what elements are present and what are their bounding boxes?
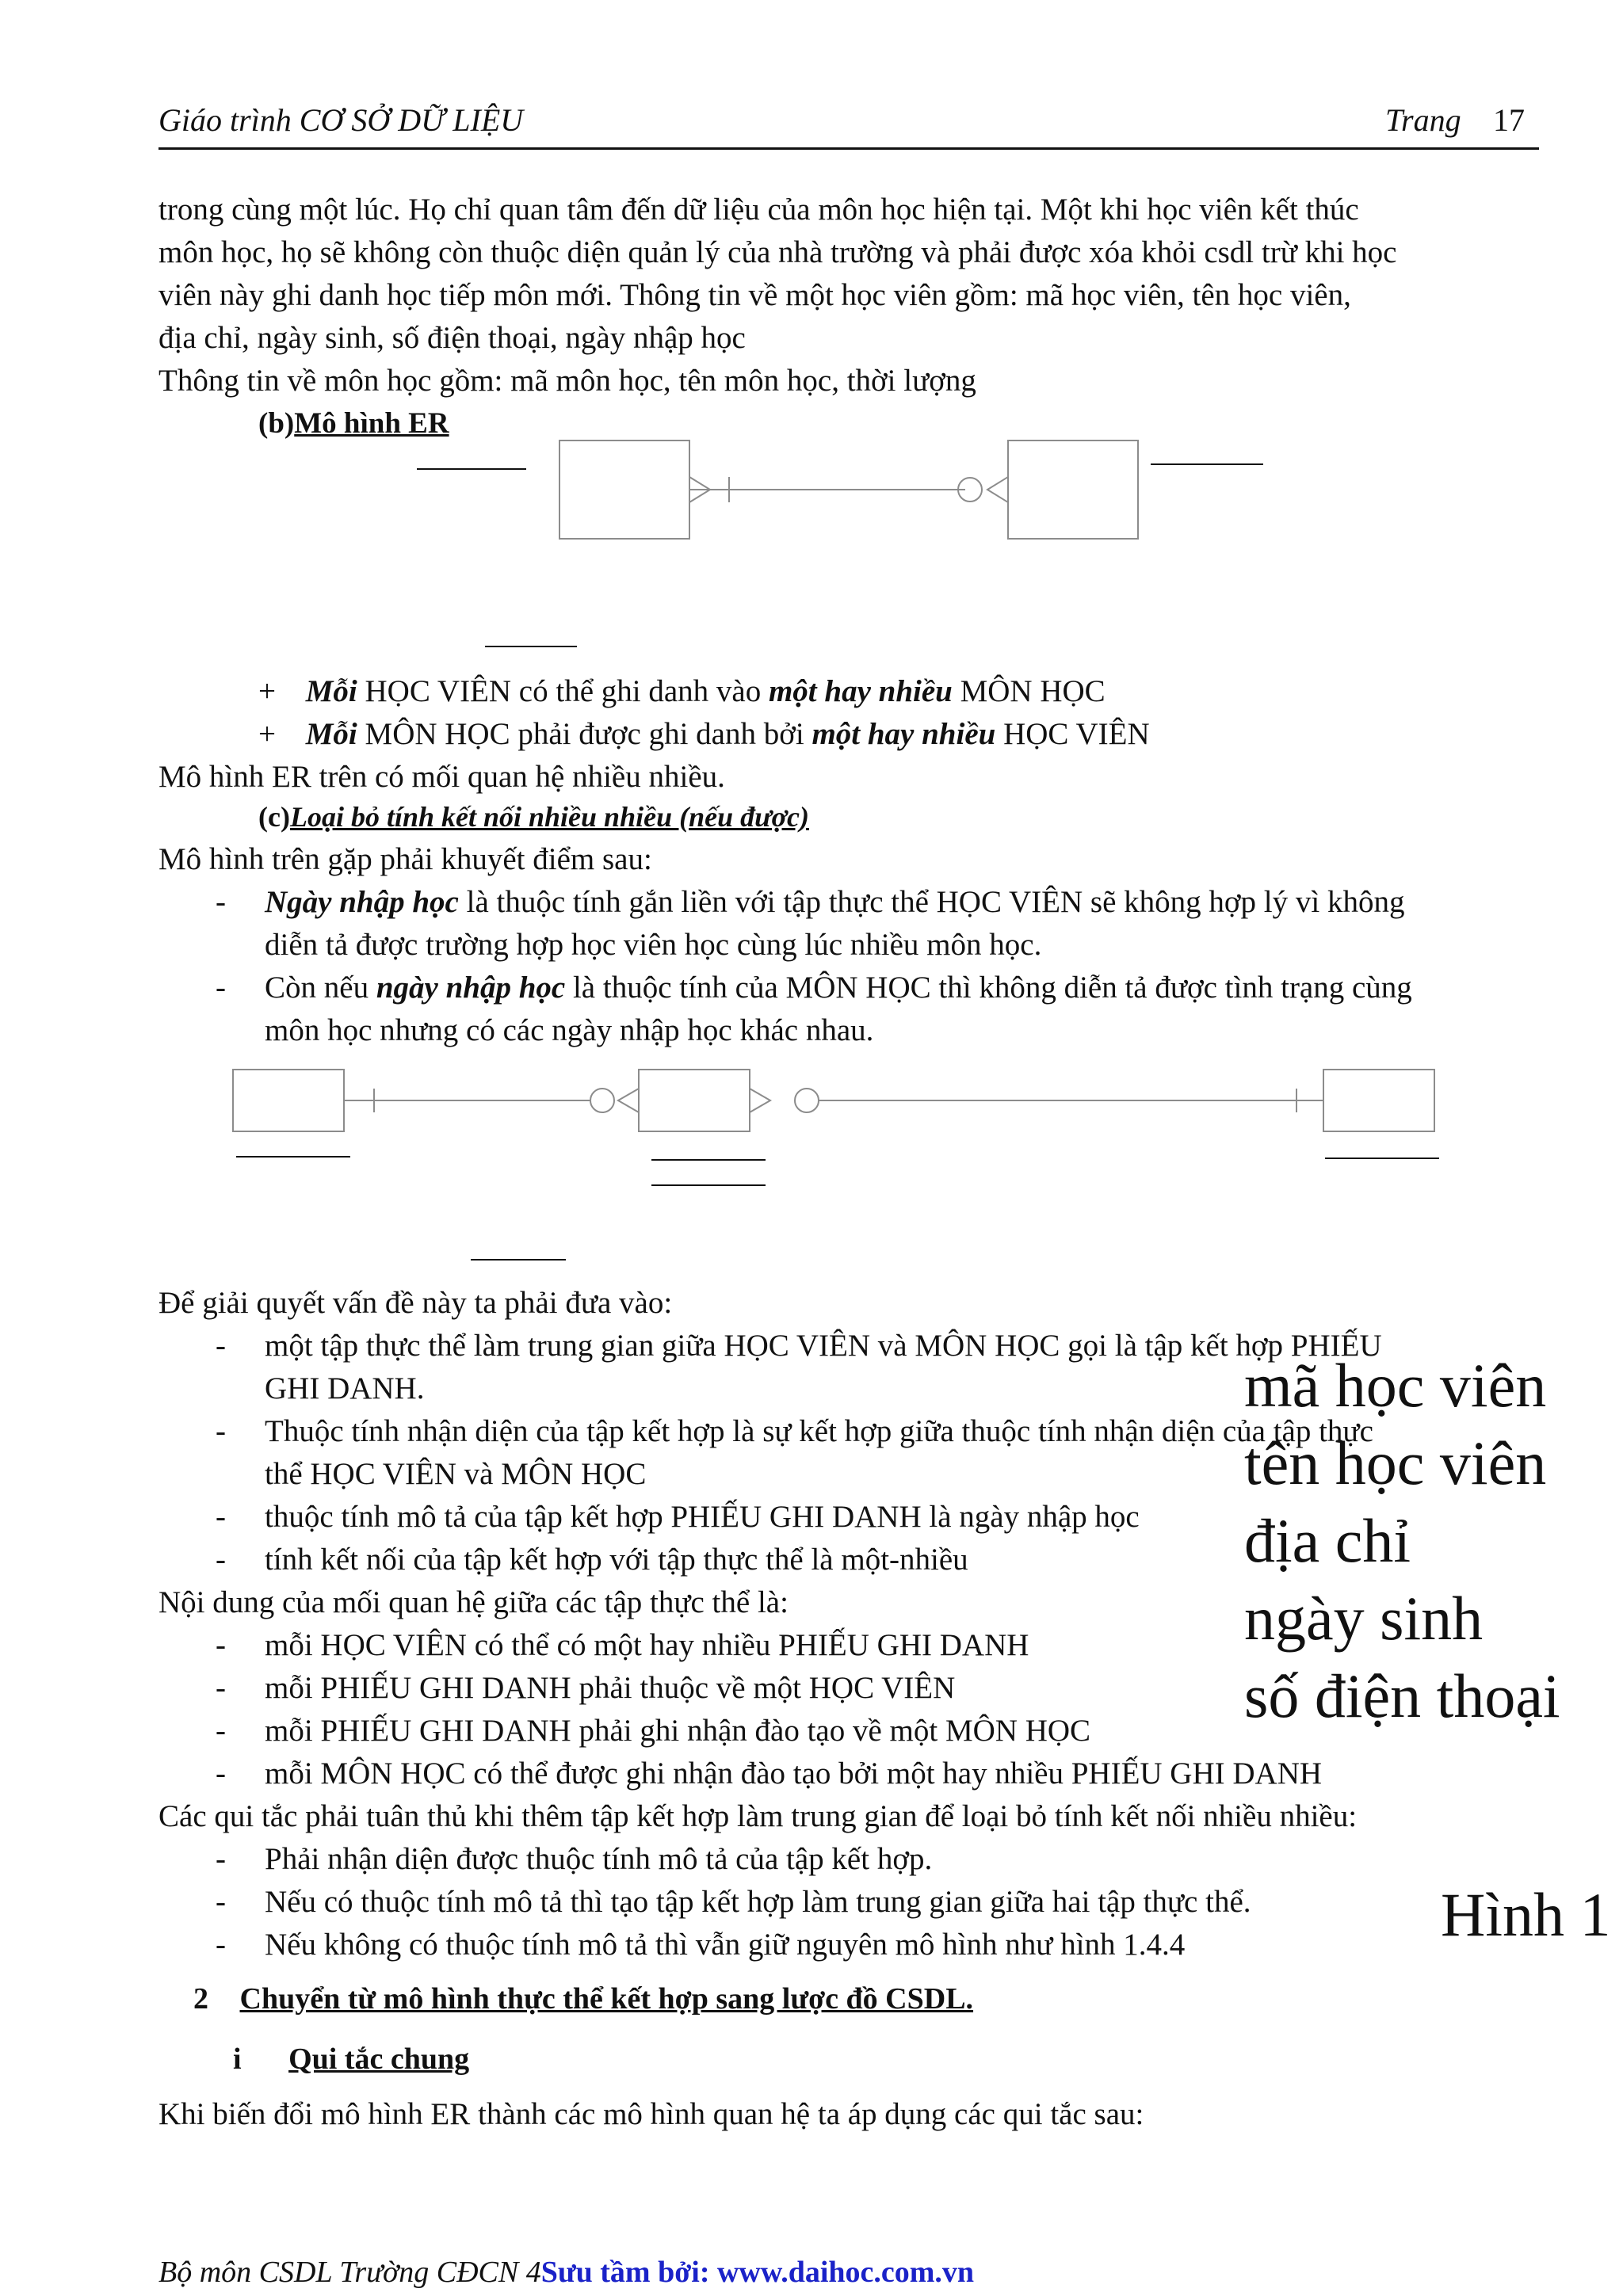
rule-text: HỌC VIÊN: [995, 717, 1150, 751]
list-item: Thuộc tính nhận diện của tập kết hợp là sự kết hợp giữa thuộc tính nhận diện của tập thực: [265, 1414, 1373, 1448]
section-c-heading: [258, 795, 809, 838]
list-item: mỗi MÔN HỌC có thể được ghi nhận đào tạo bởi một hay nhiều PHIẾU GHI DANH: [265, 1756, 1323, 1791]
er-diagram-associative: [0, 1030, 1623, 1283]
defect-text: là thuộc tính gắn liền với tập thực thể HỌC VIÊN sẽ không hợp lý vì không: [458, 885, 1405, 919]
overlay-attribute: tên học viên: [1244, 1428, 1547, 1497]
list-dash: -: [216, 1414, 226, 1448]
header-page-label: Trang: [1385, 102, 1461, 138]
list-dash: -: [216, 1671, 226, 1705]
entity-box-hoc-vien: [559, 441, 689, 539]
footer: [158, 2255, 974, 2290]
list-item: tính kết nối của tập kết hợp với tập thực thể là một-nhiều: [265, 1543, 968, 1577]
paragraph-line: Khi biến đổi mô hình ER thành các mô hình quan hệ ta áp dụng các qui tắc sau:: [158, 2097, 1144, 2131]
rule-emphasis: một hay nhiều: [768, 674, 953, 708]
paragraph-line: Nội dung của mối quan hệ giữa các tập thực thể là:: [158, 1585, 789, 1619]
list-item: Phải nhận diện được thuộc tính mô tả của tập kết hợp.: [265, 1842, 933, 1876]
list-dash: -: [216, 1928, 226, 1962]
list-dash: -: [216, 971, 226, 1005]
defect-emphasis: ngày nhập học: [376, 971, 566, 1005]
rule-emphasis: Mỗi: [305, 674, 357, 708]
entity-box-phieu-ghi-danh: [639, 1070, 750, 1131]
defect-emphasis: Ngày nhập học: [265, 885, 459, 919]
entity-box-mon-hoc: [1008, 441, 1138, 539]
list-dash: -: [216, 1543, 226, 1577]
list-dash: -: [216, 885, 226, 919]
section-i-number: i: [233, 2042, 242, 2076]
list-item-continuation: môn học nhưng có các ngày nhập học khác nhau.: [265, 1013, 874, 1047]
paragraph-line: viên này ghi danh học tiếp môn mới. Thông tin về một học viên gồm: mã học viên, tên học viên,: [158, 278, 1351, 312]
rule-emphasis: một hay nhiều: [812, 717, 996, 751]
list-dash: -: [216, 1885, 226, 1919]
list-dash: -: [216, 1842, 226, 1876]
rule-text: HỌC VIÊN có thể ghi danh vào: [357, 674, 769, 708]
list-item: Nếu không có thuộc tính mô tả thì vẫn giữ nguyên mô hình như hình 1.4.4: [265, 1928, 1186, 1962]
crowfoot-many-icon: [987, 477, 1008, 502]
section-2-heading: [193, 1978, 973, 2020]
header-page-number: 17: [1493, 102, 1525, 138]
list-dash: -: [216, 1628, 226, 1662]
list-item: Nếu có thuộc tính mô tả thì tạo tập kết hợp làm trung gian giữa hai tập thực thể.: [265, 1885, 1251, 1919]
paragraph-line: địa chỉ, ngày sinh, số điện thoại, ngày nhập học: [158, 321, 746, 355]
entity-box-hoc-vien: [233, 1070, 344, 1131]
rule-text: MÔN HỌC phải được ghi danh bởi: [357, 717, 812, 751]
section-c-number: (c): [258, 801, 290, 833]
paragraph-line: Mô hình trên gặp phải khuyết điểm sau:: [158, 842, 652, 876]
list-item: một tập thực thể làm trung gian giữa HỌC VIÊN và MÔN HỌC gọi là tập kết hợp PHIẾU: [265, 1329, 1382, 1363]
crowfoot-many-icon: [750, 1089, 770, 1112]
list-item-continuation: diễn tả được trường hợp học viên học cùng lúc nhiều môn học.: [265, 928, 1042, 962]
overlay-attribute: mã học viên: [1244, 1351, 1547, 1420]
footer-link[interactable]: Sưu tầm bởi: www.daihoc.com.vn: [540, 2256, 975, 2289]
list-dash: -: [216, 1714, 226, 1748]
paragraph-line: Để giải quyết vấn đề này ta phải đưa vào:: [158, 1286, 673, 1320]
section-i-heading: [233, 2038, 469, 2081]
paragraph-line: môn học, họ sẽ không còn thuộc diện quản lý của nhà trường và phải được xóa khỏi csdl trừ khi học: [158, 235, 1397, 269]
footer-left: Bộ môn CSDL Trường CĐCN 4: [158, 2256, 541, 2289]
defect-text: là thuộc tính của MÔN HỌC thì không diễn tả được tình trạng cùng: [565, 971, 1412, 1005]
list-dash: -: [216, 1756, 226, 1791]
entity-box-mon-hoc: [1323, 1070, 1434, 1131]
rule-emphasis: Mỗi: [305, 717, 357, 751]
er-diagram-many-to-many: [0, 0, 1623, 713]
rule-line: [258, 670, 1106, 713]
header-title: Giáo trình CƠ SỞ DỮ LIỆU: [158, 102, 524, 138]
plus-marker: +: [258, 674, 276, 708]
overlay-attribute: số điện thoại: [1244, 1661, 1560, 1730]
list-item: [265, 881, 1404, 924]
overlay-attribute: ngày sinh: [1244, 1584, 1484, 1653]
list-item: mỗi PHIẾU GHI DANH phải thuộc về một HỌC VIÊN: [265, 1671, 956, 1705]
paragraph-line: Các qui tắc phải tuân thủ khi thêm tập kết hợp làm trung gian để loại bỏ tính kết nối nhiều nhiều:: [158, 1799, 1358, 1833]
list-item-continuation: thể HỌC VIÊN và MÔN HỌC: [265, 1457, 647, 1491]
list-item: mỗi HỌC VIÊN có thể có một hay nhiều PHIẾU GHI DANH: [265, 1628, 1029, 1662]
rule-line: [258, 713, 1150, 756]
section-b-title: Mô hình ER: [294, 407, 449, 440]
section-c-title: Loại bỏ tính kết nối nhiều nhiều (nếu được): [289, 801, 809, 833]
section-i-title: Qui tắc chung: [288, 2042, 470, 2076]
paragraph-line: trong cùng một lúc. Họ chỉ quan tâm đến dữ liệu của môn học hiện tại. Một khi học viên kết thúc: [158, 193, 1359, 227]
zero-circle-icon: [795, 1089, 819, 1112]
list-item: thuộc tính mô tả của tập kết hợp PHIẾU GHI DANH là ngày nhập học: [265, 1500, 1140, 1534]
list-item-continuation: GHI DANH.: [265, 1371, 425, 1405]
section-2-number: 2: [193, 1982, 208, 2016]
list-item: [265, 967, 1412, 1009]
overlay-figure-label: Hình 1: [1441, 1880, 1611, 1949]
list-dash: -: [216, 1500, 226, 1534]
list-item: mỗi PHIẾU GHI DANH phải ghi nhận đào tạo về một MÔN HỌC: [265, 1714, 1091, 1748]
crowfoot-many-icon: [618, 1089, 639, 1112]
plus-marker: +: [258, 717, 276, 751]
section-2-title: Chuyển từ mô hình thực thể kết hợp sang lược đồ CSDL.: [239, 1982, 974, 2016]
overlay-attribute: địa chỉ: [1244, 1506, 1411, 1575]
list-dash: -: [216, 1329, 226, 1363]
rule-text: MÔN HỌC: [952, 674, 1106, 708]
zero-circle-icon: [590, 1089, 614, 1112]
paragraph-line: Thông tin về môn học gồm: mã môn học, tên môn học, thời lượng: [158, 364, 976, 398]
defect-text: Còn nếu: [265, 971, 376, 1005]
section-b-number: (b): [258, 407, 295, 440]
paragraph-line: Mô hình ER trên có mối quan hệ nhiều nhiều.: [158, 760, 725, 794]
